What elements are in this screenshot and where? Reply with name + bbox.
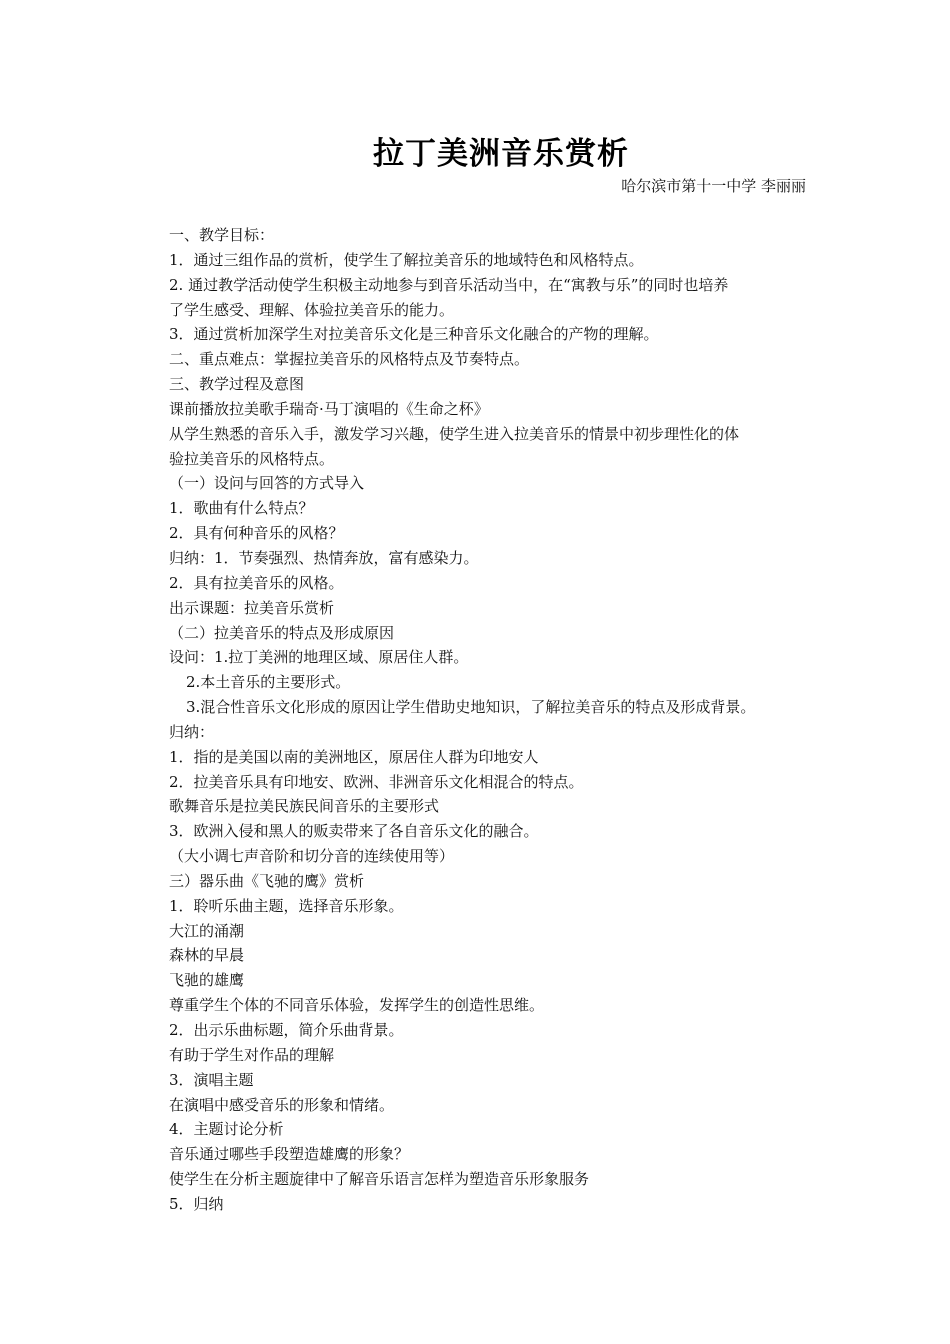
text-line: 课前播放拉美歌手瑞奇·马丁演唱的《生命之杯》 [169,399,489,418]
text-line: 2.本土音乐的主要形式。 [186,673,351,692]
text-line: 5．归纳 [169,1194,224,1213]
text-line: 3．演唱主题 [169,1070,254,1089]
text-line: 3．欧洲入侵和黑人的贩卖带来了各自音乐文化的融合。 [169,822,539,841]
document-body [169,223,813,1217]
section-heading-process: 三、教学过程及意图 [169,375,305,394]
text-line: 使学生在分析主题旋律中了解音乐语言怎样为塑造音乐形象服务 [169,1170,590,1189]
text-line: 在演唱中感受音乐的形象和情绪。 [169,1095,395,1114]
text-line: 1．指的是美国以南的美洲地区，原居住人群为印地安人 [169,747,539,766]
text-line: 飞驰的雄鹰 [169,971,245,990]
text-line: 出示课题：拉美音乐赏析 [169,598,335,617]
text-line: 3.混合性音乐文化形成的原因让学生借助史地知识，了解拉美音乐的特点及形成背景。 [186,698,756,717]
text-line: 2．具有何种音乐的风格？ [169,524,344,543]
text-line: 了学生感受、理解、体验拉美音乐的能力。 [169,300,455,319]
subsection-heading: 三）器乐曲《飞驰的鹰》赏析 [169,871,365,890]
text-line: 验拉美音乐的风格特点。 [169,449,335,468]
text-line: 歌舞音乐是拉美民族民间音乐的主要形式 [169,797,440,816]
text-line: 2．出示乐曲标题，简介乐曲背景。 [169,1021,404,1039]
text-line: （大小调七声音阶和切分音的连续使用等） [169,847,455,866]
text-line: 尊重学生个体的不同音乐体验，发挥学生的创造性思维。 [169,996,545,1015]
text-line: 1．聆听乐曲主题，选择音乐形象。 [169,896,404,915]
text-line: 森林的早晨 [169,946,245,965]
document-title: 拉丁美洲音乐赏析 [373,136,629,172]
text-line: 大江的涌潮 [169,921,245,940]
text-line: 4．主题讨论分析 [169,1120,284,1139]
subsection-heading: （一）设问与回答的方式导入 [169,474,365,493]
text-line: 1．通过三组作品的赏析，使学生了解拉美音乐的地域特色和风格特点。 [169,250,644,269]
text-line: 归纳：1．节奏强烈、热情奔放，富有感染力。 [169,548,479,567]
text-line: 有助于学生对作品的理解 [169,1045,335,1064]
section-heading-key-points: 二、重点难点：掌握拉美音乐的风格特点及节奏特点。 [169,350,530,369]
section-heading-objectives: 一、教学目标： [169,226,275,244]
text-line: 从学生熟悉的音乐入手，激发学习兴趣，使学生进入拉美音乐的情景中初步理性化的体 [169,424,740,443]
text-line: 2．具有拉美音乐的风格。 [169,573,344,592]
text-line: 归纳： [169,722,215,741]
text-line: 3．通过赏析加深学生对拉美音乐文化是三种音乐文化融合的产物的理解。 [169,325,659,344]
text-line: 2．拉美音乐具有印地安、欧洲、非洲音乐文化相混合的特点。 [169,772,584,791]
text-line: 音乐通过哪些手段塑造雄鹰的形象？ [169,1145,410,1164]
document-author: 哈尔滨市第十一中学 李丽丽 [621,177,806,195]
text-line: 2. 通过教学活动使学生积极主动地参与到音乐活动当中，在“寓教与乐”的同时也培养 [169,275,729,294]
text-line: 设问：1.拉丁美洲的地理区域、原居住人群。 [169,648,469,667]
subsection-heading: （二）拉美音乐的特点及形成原因 [169,623,395,642]
text-line: 1．歌曲有什么特点？ [169,499,314,518]
